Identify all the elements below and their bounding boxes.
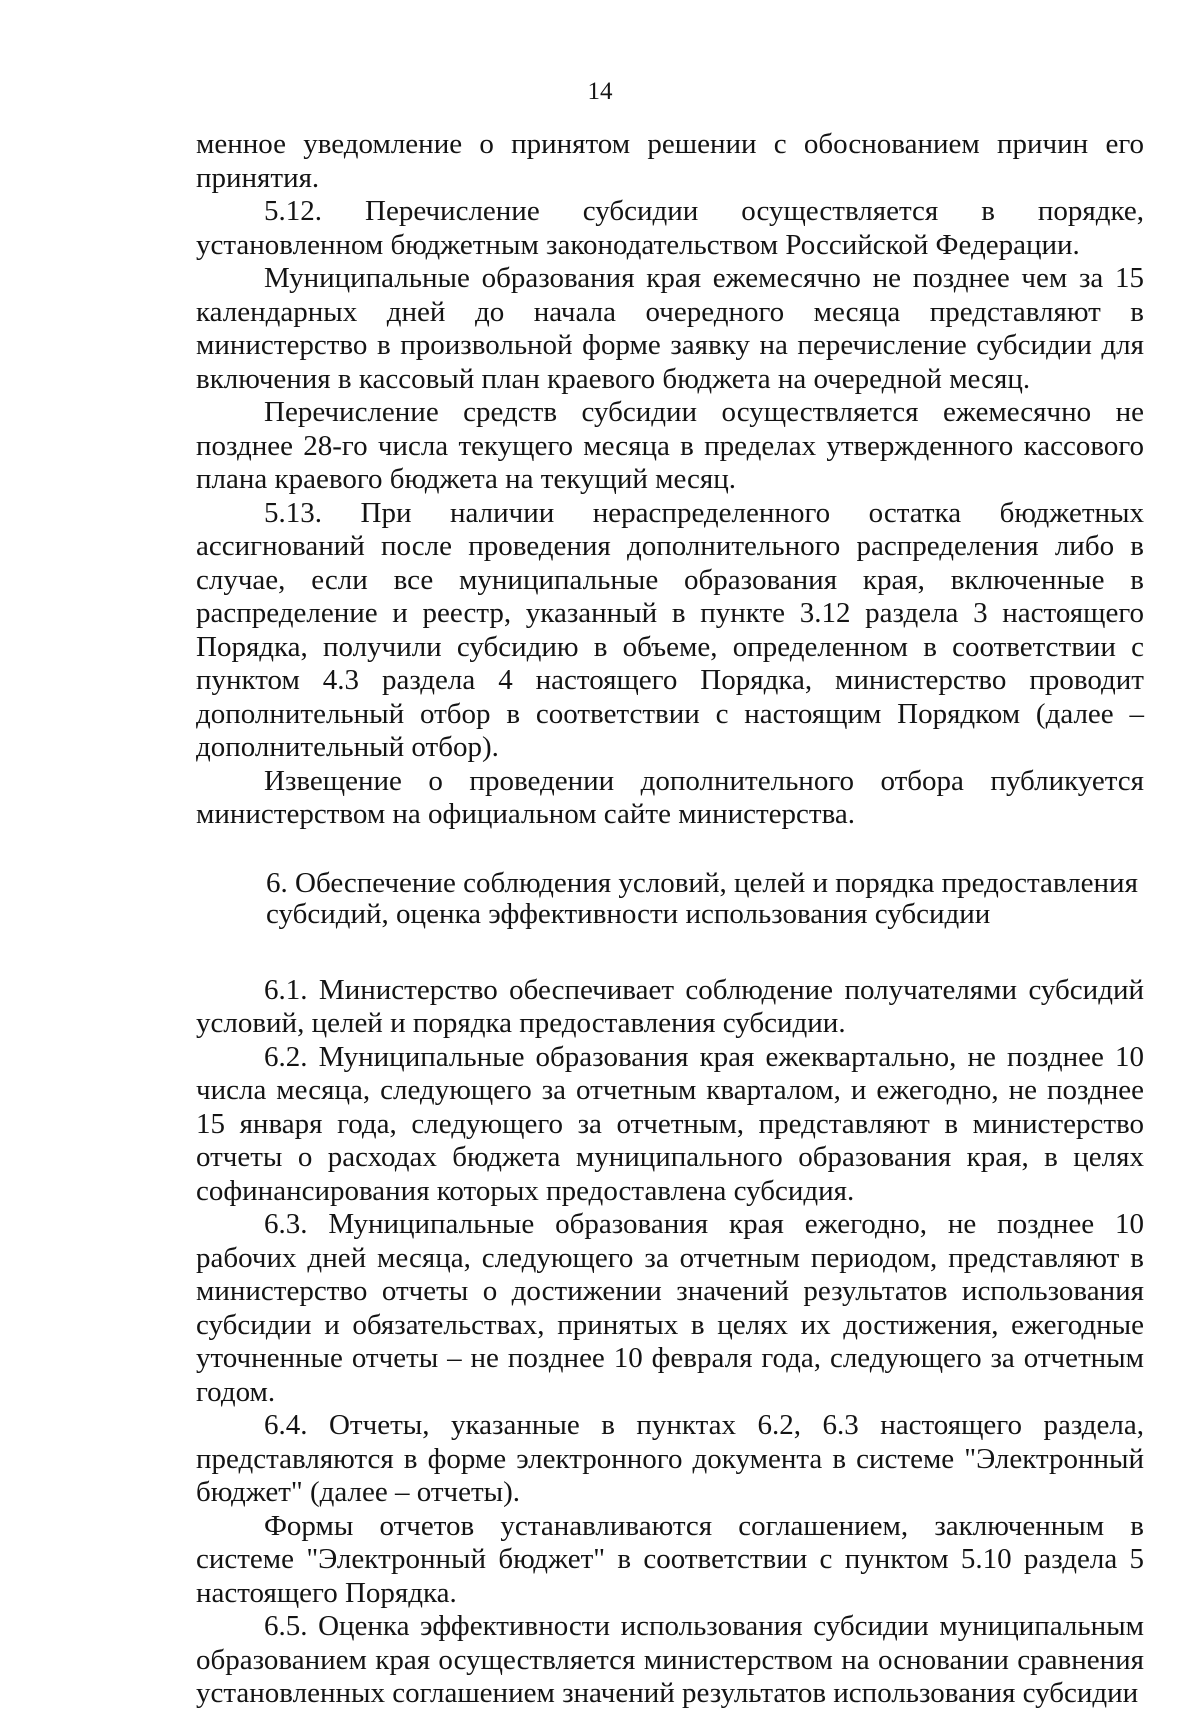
paragraph-5-13: 5.13. При наличии нераспределенного остатка бюджетных ассигнований после проведения дополнительного распределения либо в случае, если все муниципальные образования края, включенные в распределение и реестр, указанный в пункте 3.12 раздела 3 настоящего Порядка, получили субсидию в объеме, определенном в соответствии с пунктом 4.3 раздела 4 настоящего Порядка, министерство проводит дополнительный отбор в соответствии с настоящим Порядком (далее – дополнительный отбор).: [196, 496, 1144, 763]
page-content: [196, 128, 1144, 1711]
paragraph-6-4: 6.4. Отчеты, указанные в пунктах 6.2, 6.3 настоящего раздела, представляются в форме электронного документа в системе "Электронный бюджет" (далее – отчеты).: [196, 1409, 1144, 1508]
paragraph-6-2: 6.2. Муниципальные образования края ежеквартально, не позднее 10 числа месяца, следующего за отчетным кварталом, и ежегодно, не позднее 15 января года, следующего за отчетным, представляют в министерство отчеты о расходах бюджета муниципального образования края, в целях софинансирования которых предоставлена субсидия.: [196, 1040, 1144, 1207]
section-heading-line-1: 6. Обеспечение соблюдения условий, целей и порядка предоставления: [266, 866, 1138, 899]
section-6-heading: [196, 868, 1144, 930]
paragraph-5-12: 5.12. Перечисление субсидии осуществляется в порядке, установленном бюджетным законодательством Российской Федерации.: [196, 195, 1144, 261]
paragraph-transfer-deadline: Перечисление средств субсидии осуществляется ежемесячно не позднее 28-го числа текущего месяца в пределах утвержденного кассового плана краевого бюджета на текущий месяц.: [196, 396, 1144, 495]
paragraph-6-3: 6.3. Муниципальные образования края ежегодно, не позднее 10 рабочих дней месяца, следующего за отчетным периодом, представляют в министерство отчеты о достижении значений результатов использования субсидии и обязательствах, принятых в целях их достижения, ежегодные уточненные отчеты – не позднее 10 февраля года, следующего за отчетным годом.: [196, 1208, 1144, 1408]
paragraph-6-1: 6.1. Министерство обеспечивает соблюдение получателями субсидий условий, целей и порядка предоставления субсидии.: [196, 973, 1144, 1039]
paragraph-report-forms: Формы отчетов устанавливаются соглашением, заключенным в системе "Электронный бюджет" в соответствии с пунктом 5.10 раздела 5 настоящего Порядка.: [196, 1509, 1144, 1609]
paragraph-continuation: менное уведомление о принятом решении с обоснованием причин его принятия.: [196, 128, 1144, 194]
page-number: 14: [587, 78, 613, 105]
paragraph-notice-publication: Извещение о проведении дополнительного отбора публикуется министерством на официальном сайте министерства.: [196, 764, 1144, 830]
paragraph-monthly-request: Муниципальные образования края ежемесячно не позднее чем за 15 календарных дней до начала очередного месяца представляют в министерство в произвольной форме заявку на перечисление субсидии для включения в кассовый план краевого бюджета на очередной месяц.: [196, 262, 1144, 395]
section-heading-line-2: субсидий, оценка эффективности использования субсидии: [266, 897, 991, 930]
paragraph-6-5: 6.5. Оценка эффективности использования субсидии муниципальным образованием края осуществляется министерством на основании сравнения установленных соглашением значений результатов использования субсидии: [196, 1610, 1144, 1709]
paragraphs-before-section: [196, 128, 1144, 832]
paragraphs-after-section: [196, 974, 1144, 1711]
